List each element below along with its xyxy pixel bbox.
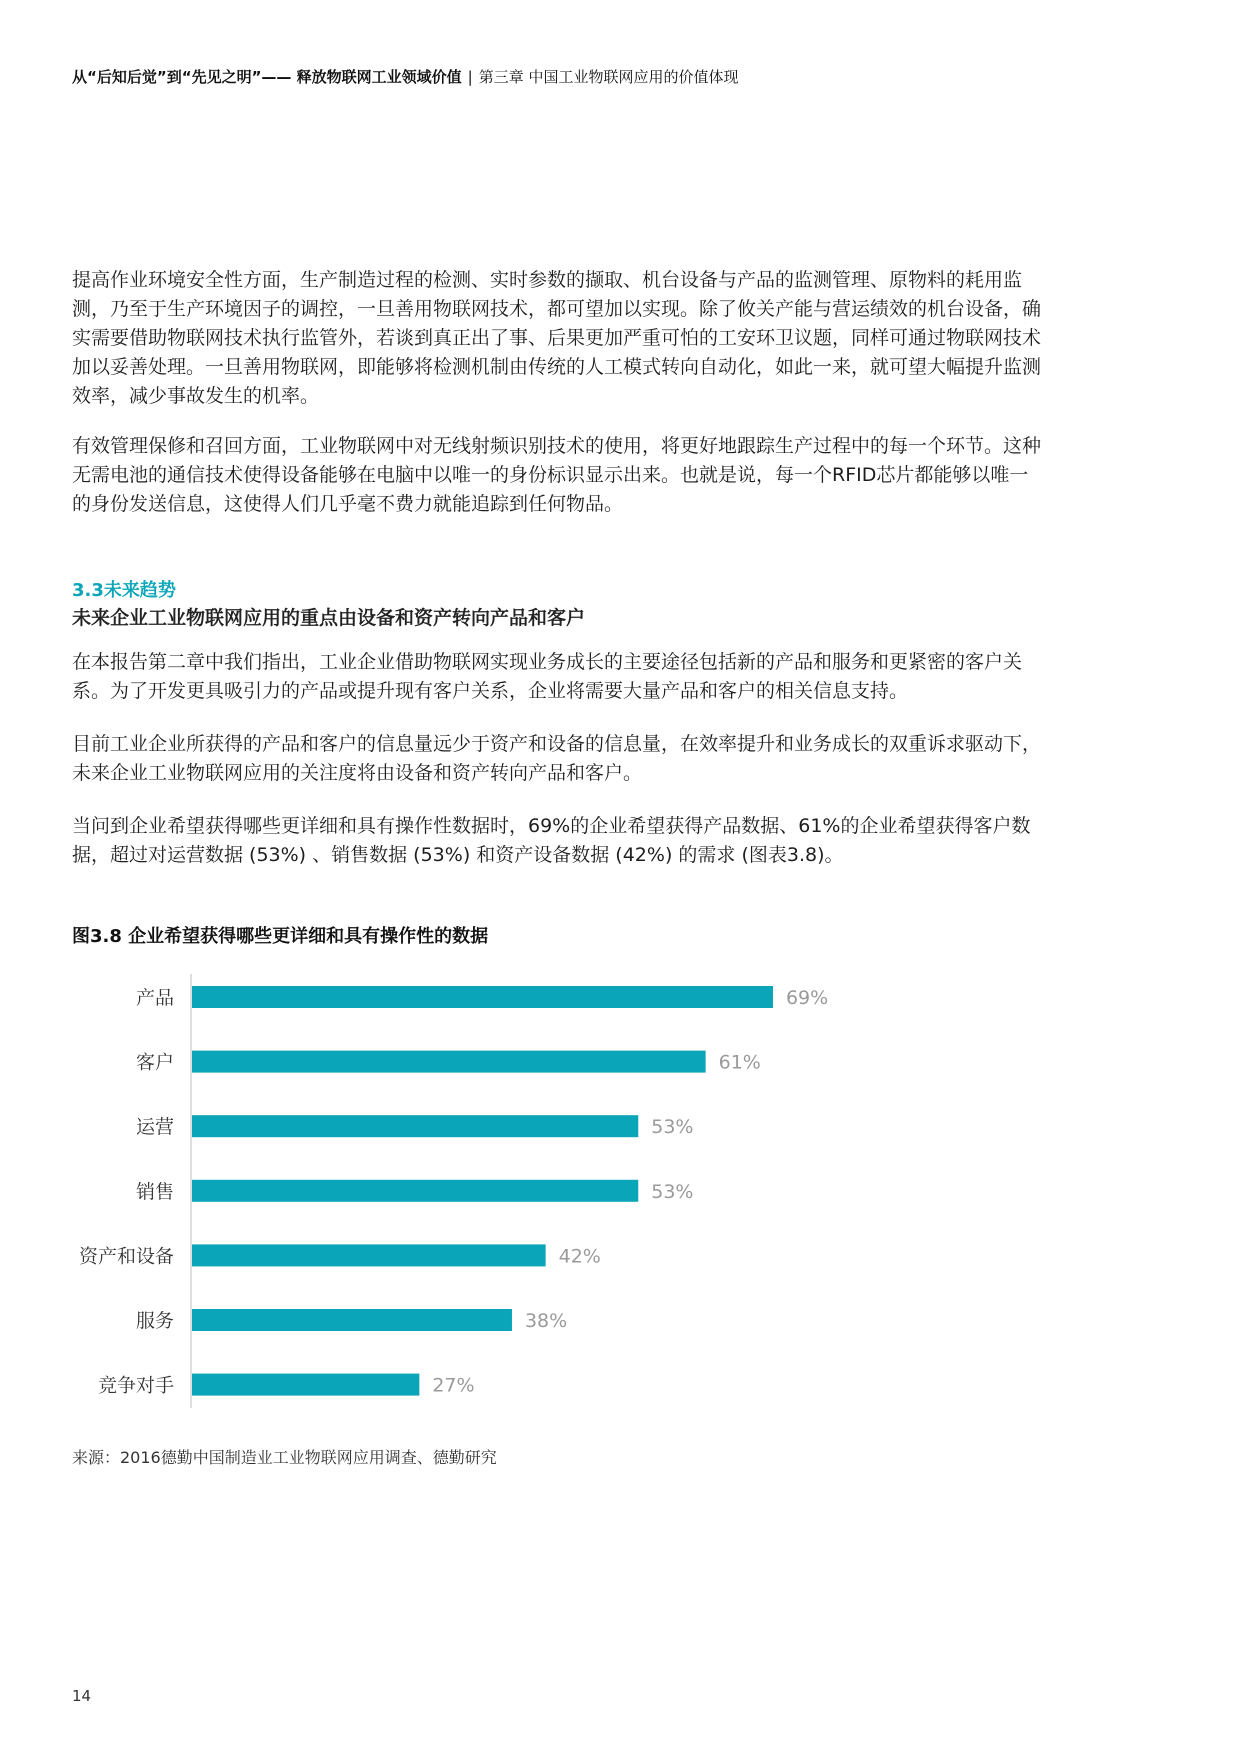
value-label: 69% [785, 987, 829, 1009]
bar-3 [192, 1180, 638, 1202]
header-separator: | [467, 68, 473, 86]
value-label: 53% [651, 1116, 694, 1139]
category-label: 资产和设备 [78, 1245, 174, 1268]
paragraph-intro: 在本报告第二章中我们指出，工业企业借助物联网实现业务成长的主要途径包括新的产品和服务和更紧密的客户关系。为了开发更具吸引力的产品或提升现有客户关系，企业将需要大量产品和客户的相关信息支持。 [72, 651, 1023, 702]
category-label: 竞争对手 [97, 1374, 174, 1397]
bar-5 [192, 1309, 512, 1331]
value-label: 42% [558, 1245, 601, 1268]
figure-source: 来源：2016德勤中国制造业工业物联网应用调查、德勤研究 [72, 1448, 497, 1467]
bar-chart [60, 960, 840, 1410]
category-label: 产品 [135, 987, 174, 1009]
bar-0 [192, 986, 773, 1008]
bar-4 [192, 1244, 546, 1266]
paragraph-survey-results: 当问到企业希望获得哪些更详细和具有操作性数据时，69%的企业希望获得产品数据、61%的企业希望获得客户数据，超过对运营数据 (53%) 、销售数据 (53%) 和资产设备数据 (42%) 的需求 (图表3.8)。 [72, 815, 1031, 866]
chapter-title: 第三章 中国工业物联网应用的价值体现 [478, 68, 739, 86]
value-label: 38% [524, 1310, 568, 1332]
category-label: 运营 [135, 1116, 174, 1139]
category-label: 销售 [135, 1180, 174, 1203]
report-title: 从“后知后觉”到“先见之明”—— 释放物联网工业领域价值 [72, 68, 462, 86]
section-heading: 3.3未来趋势 [72, 580, 176, 601]
page-number: 14 [72, 1687, 92, 1705]
bar-1 [192, 1051, 706, 1073]
paragraph-safety: 提高作业环境安全性方面，生产制造过程的检测、实时参数的撷取、机台设备与产品的监测管理、原物料的耗用监测，乃至于生产环境因子的调控，一旦善用物联网技术，都可望加以实现。除了攸关产能与营运绩效的机台设备，确实需要借助物联网技术执行监管外，若谈到真正出了事、后果更加严重可怕的工安环卫议题，同样可通过物联网技术加以妥善处理。一旦善用物联网，即能够将检测机制由传统的人工模式转向自动化，如此一来，就可望大幅提升监测效率，减少事故发生的机率。 [72, 269, 1042, 407]
paragraph-rfid: 有效管理保修和召回方面，工业物联网中对无线射频识别技术的使用，将更好地跟踪生产过程中的每一个环节。这种无需电池的通信技术使得设备能够在电脑中以唯一的身份标识显示出来。也就是说，每一个RFID芯片都能够以唯一的身份发送信息，这使得人们几乎毫不费力就能追踪到任何物品。 [72, 435, 1042, 515]
bar-6 [192, 1374, 419, 1396]
value-label: 53% [651, 1180, 694, 1203]
paragraph-focus-shift: 目前工业企业所获得的产品和客户的信息量远少于资产和设备的信息量，在效率提升和业务成长的双重诉求驱动下，未来企业工业物联网应用的关注度将由设备和资产转向产品和客户。 [72, 733, 1042, 784]
section-subheading: 未来企业工业物联网应用的重点由设备和资产转向产品和客户 [72, 607, 586, 629]
category-label: 客户 [135, 1051, 174, 1074]
category-label: 服务 [135, 1310, 174, 1332]
value-label: 61% [718, 1051, 761, 1074]
running-header [72, 66, 739, 87]
value-label: 27% [432, 1374, 475, 1397]
figure-title: 图3.8 企业希望获得哪些更详细和具有操作性的数据 [72, 926, 489, 947]
bar-2 [192, 1115, 638, 1137]
